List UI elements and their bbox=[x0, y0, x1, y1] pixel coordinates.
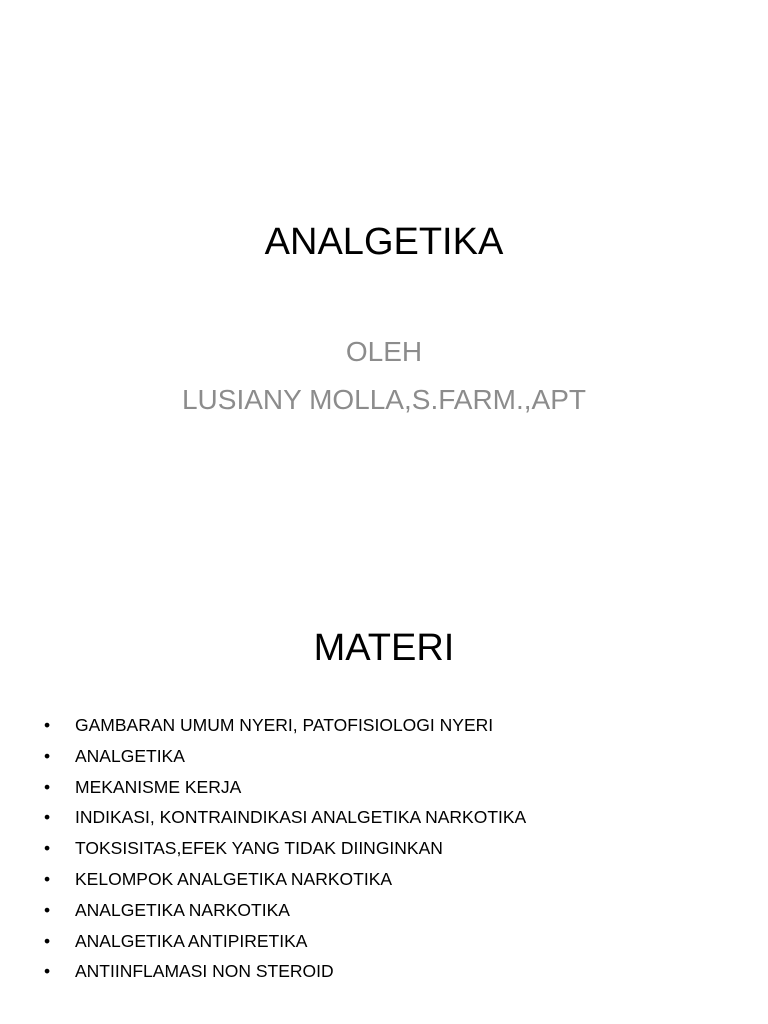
list-item-text: GAMBARAN UMUM NYERI, PATOFISIOLOGI NYERI bbox=[75, 715, 494, 735]
bullet-icon: • bbox=[44, 961, 51, 982]
slide-title: ANALGETIKA bbox=[264, 221, 504, 263]
materi-slide bbox=[0, 512, 768, 1024]
bullet-icon: • bbox=[44, 838, 51, 859]
list-item bbox=[40, 802, 740, 833]
bullet-icon: • bbox=[44, 930, 51, 951]
bullet-icon: • bbox=[44, 715, 51, 735]
list-item-text: KELOMPOK ANALGETIKA NARKOTIKA bbox=[75, 868, 393, 889]
list-item bbox=[40, 772, 740, 803]
bullet-list bbox=[40, 710, 740, 987]
subtitle-oleh: OLEH bbox=[345, 336, 423, 367]
bullet-icon: • bbox=[44, 868, 51, 889]
list-item-text: ANALGETIKA ANTIPIRETIKA bbox=[75, 930, 308, 951]
bullet-icon: • bbox=[44, 745, 51, 766]
list-item bbox=[40, 741, 740, 772]
bullet-icon: • bbox=[44, 807, 51, 828]
list-item-text: TOKSISITAS,EFEK YANG TIDAK DIINGINKAN bbox=[75, 838, 443, 859]
list-item bbox=[40, 833, 740, 864]
list-item bbox=[40, 926, 740, 957]
list-item bbox=[40, 710, 740, 741]
bullet-icon: • bbox=[44, 776, 51, 797]
list-item-text: ANALGETIKA bbox=[75, 745, 185, 766]
list-item bbox=[40, 956, 740, 987]
list-item-text: MEKANISME KERJA bbox=[75, 776, 242, 797]
list-item-text: INDIKASI, KONTRAINDIKASI ANALGETIKA NARKOTIKA bbox=[75, 807, 527, 828]
list-item-text: ANALGETIKA NARKOTIKA bbox=[75, 899, 290, 920]
list-item bbox=[40, 895, 740, 926]
subtitle-author: LUSIANY MOLLA,S.FARM.,APT bbox=[181, 384, 587, 415]
list-item-text: ANTIINFLAMASI NON STEROID bbox=[75, 961, 334, 982]
bullet-icon: • bbox=[44, 899, 51, 920]
list-item bbox=[40, 864, 740, 895]
slide-title: MATERI bbox=[313, 627, 455, 669]
